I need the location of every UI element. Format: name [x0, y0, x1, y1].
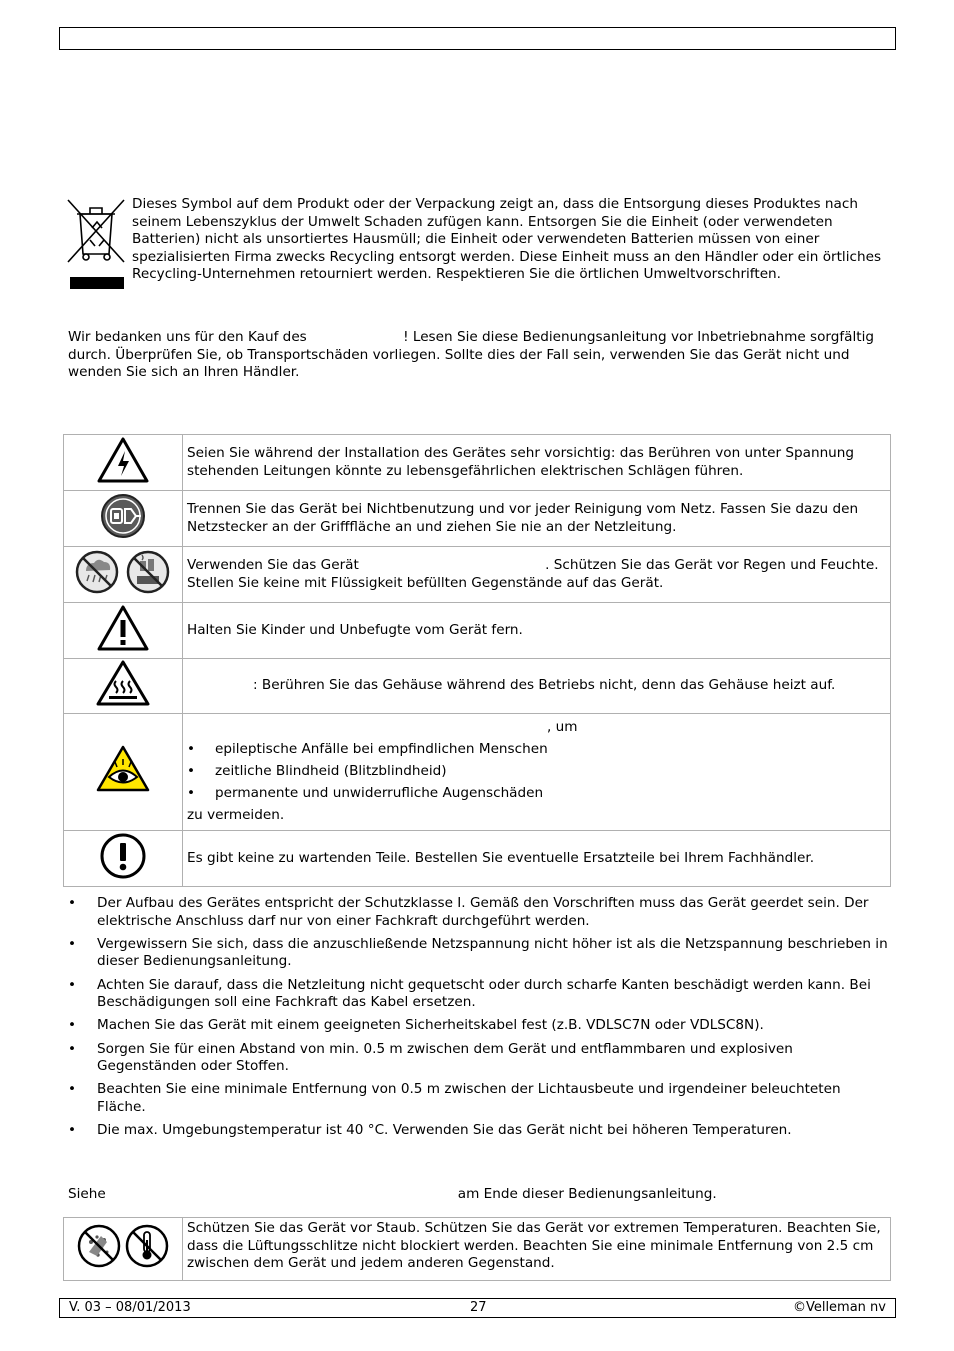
- safety-text-electric-shock: Seien Sie während der Installation des Gerätes sehr vorsichtig: das Berühren von unter Spannung stehenden Leitungen könnte zu lebensgefährlichen elektrischen Schlägen führen.: [183, 435, 891, 491]
- care-instructions-table: [63, 1217, 891, 1281]
- safety-text-unplug: Trennen Sie das Gerät bei Nichtbenutzung und vor jeder Reinigung vom Netz. Fassen Sie dazu den Netzstecker an der Grifffläche an und ziehen Sie nie an der Netzleitung.: [183, 491, 891, 547]
- list-item: • Sorgen Sie für einen Abstand von min. 0.5 m zwischen dem Gerät und entflammbaren und explosiven Gegenständen oder Stoffen.: [68, 1041, 890, 1076]
- list-item: • zeitliche Blindheid (Blitzblindheid): [187, 763, 884, 781]
- list-item: • permanente und unwiderrufliche Augenschäden: [187, 785, 884, 803]
- list-item: • Die max. Umgebungstemperatur ist 40 °C. Verwenden Sie das Gerät nicht bei höheren Temperaturen.: [68, 1122, 890, 1140]
- see-text-after: am Ende dieser Bedienungsanleitung.: [457, 1186, 717, 1202]
- no-rain-no-liquid-icons: [64, 547, 183, 603]
- care-text: Schützen Sie das Gerät vor Staub. Schützen Sie das Gerät vor extremen Temperaturen. Beachten Sie, dass die Lüftungsschlitze nicht blockiert werden. Beachten Sie eine minimale Entfernung von 2.5 cm zwischen dem Gerät und jedem anderen Gegenstand.: [183, 1218, 891, 1281]
- general-warning-icon: [64, 603, 183, 659]
- safety-text-eye-hazard: [183, 714, 891, 831]
- indoor-text-after: . Schützen Sie das Gerät vor Regen und Feuchte. Stellen Sie keine mit Flüssigkeit befüllten Gegenstände auf das Gerät.: [187, 556, 879, 591]
- hot-surface-text: : Berühren Sie das Gehäuse während des Betriebs nicht, denn das Gehäuse heizt auf.: [253, 677, 836, 694]
- safety-row: [64, 435, 891, 491]
- intro-paragraph: [68, 329, 878, 382]
- safety-row: [64, 831, 891, 887]
- list-item: • Vergewissern Sie sich, dass die anzuschließende Netzspannung nicht höher ist als die Netzspannung beschrieben in dieser Bedienungsanleitung.: [68, 936, 890, 971]
- safety-row: [64, 603, 891, 659]
- safety-instructions-table: [63, 434, 891, 887]
- list-item: • Der Aufbau des Gerätes entspricht der Schutzklasse I. Gemäß den Vorschriften muss das Gerät geerdet sein. Der elektrische Anschluss darf nur von einer Fachkraft durchgeführt werden.: [68, 895, 890, 930]
- page-header-box: [59, 27, 896, 50]
- unplug-mains-icon: [64, 491, 183, 547]
- list-item: • Achten Sie darauf, dass die Netzleitung nicht gequetscht oder durch scharfe Kanten beschädigt werden kann. Bei Beschädigungen soll eine Fachkraft das Kabel ersetzen.: [68, 977, 890, 1012]
- safety-row: [64, 547, 891, 603]
- hot-surface-warning-icon: [64, 659, 183, 714]
- footer-page-number: 27: [470, 1300, 487, 1315]
- safety-row: [64, 659, 891, 714]
- no-dust-no-extreme-temperature-icons: [64, 1218, 183, 1281]
- page-footer: [59, 1298, 896, 1318]
- indoor-text-before: Verwenden Sie das Gerät: [187, 556, 359, 573]
- exclamation-circle-icon: [64, 831, 183, 887]
- safety-text-children: Halten Sie Kinder und Unbefugte vom Gerät fern.: [183, 603, 891, 659]
- footer-version: V. 03 – 08/01/2013: [69, 1300, 191, 1315]
- crossed-out-wheelie-bin-icon: [66, 196, 128, 292]
- intro-text-before: Wir bedanken uns für den Kauf des: [68, 329, 307, 345]
- eye-hazard-outro: zu vermeiden.: [187, 807, 285, 824]
- see-text-before: Siehe: [68, 1186, 106, 1202]
- intro-text-after: ! Lesen Sie diese Bedienungsanleitung vor Inbetriebnahme sorgfältig durch. Überprüfen Sie, ob Transportschäden vorliegen. Sollte dies der Fall sein, verwenden Sie das Gerät nicht und wenden Sie sich an Ihren Händler.: [68, 329, 875, 381]
- list-item: • Beachten Sie eine minimale Entfernung von 0.5 m zwischen der Lichtausbeute und irgendeiner beleuchteten Fläche.: [68, 1081, 890, 1116]
- list-item: • Machen Sie das Gerät mit einem geeigneten Sicherheitskabel fest (z.B. VDLSC7N oder VDLSC8N).: [68, 1017, 890, 1035]
- safety-text-no-serviceable-parts: Es gibt keine zu wartenden Teile. Bestellen Sie eventuelle Ersatzteile bei Ihrem Fachhändler.: [183, 831, 891, 887]
- weee-notice-text: Dieses Symbol auf dem Produkt oder der Verpackung zeigt an, dass die Entsorgung dieses Produktes nach seinem Lebenszyklus der Umwelt Schaden zufügen kann. Entsorgen Sie die Einheit (oder verwendeten Batterien) nicht als unsortiertes Hausmüll; die Einheit oder verwendeten Batterien müssen von einer spezialisierten Firma zwecks Recycling entsorgt werden. Diese Einheit muss an den Händler oder ein örtliches Recycling-Unternehmen retourniert werden. Respektieren Sie die örtlichen Umweltvorschriften.: [132, 196, 882, 283]
- eye-hazard-intro: , um: [547, 719, 578, 736]
- safety-row: [64, 714, 891, 831]
- safety-text-indoor: [183, 547, 891, 603]
- eye-hazard-warning-icon: [64, 714, 183, 831]
- general-guidelines-list: [68, 895, 890, 1145]
- list-item: • epileptische Anfälle bei empfindlichen Menschen: [187, 741, 884, 759]
- see-reference-text: [68, 1186, 878, 1204]
- care-row: [64, 1218, 891, 1281]
- safety-text-hot-surface: [183, 659, 891, 714]
- footer-copyright: ©Velleman nv: [792, 1300, 886, 1315]
- eye-hazard-list: [187, 741, 884, 803]
- safety-row: [64, 491, 891, 547]
- electric-shock-warning-icon: [64, 435, 183, 491]
